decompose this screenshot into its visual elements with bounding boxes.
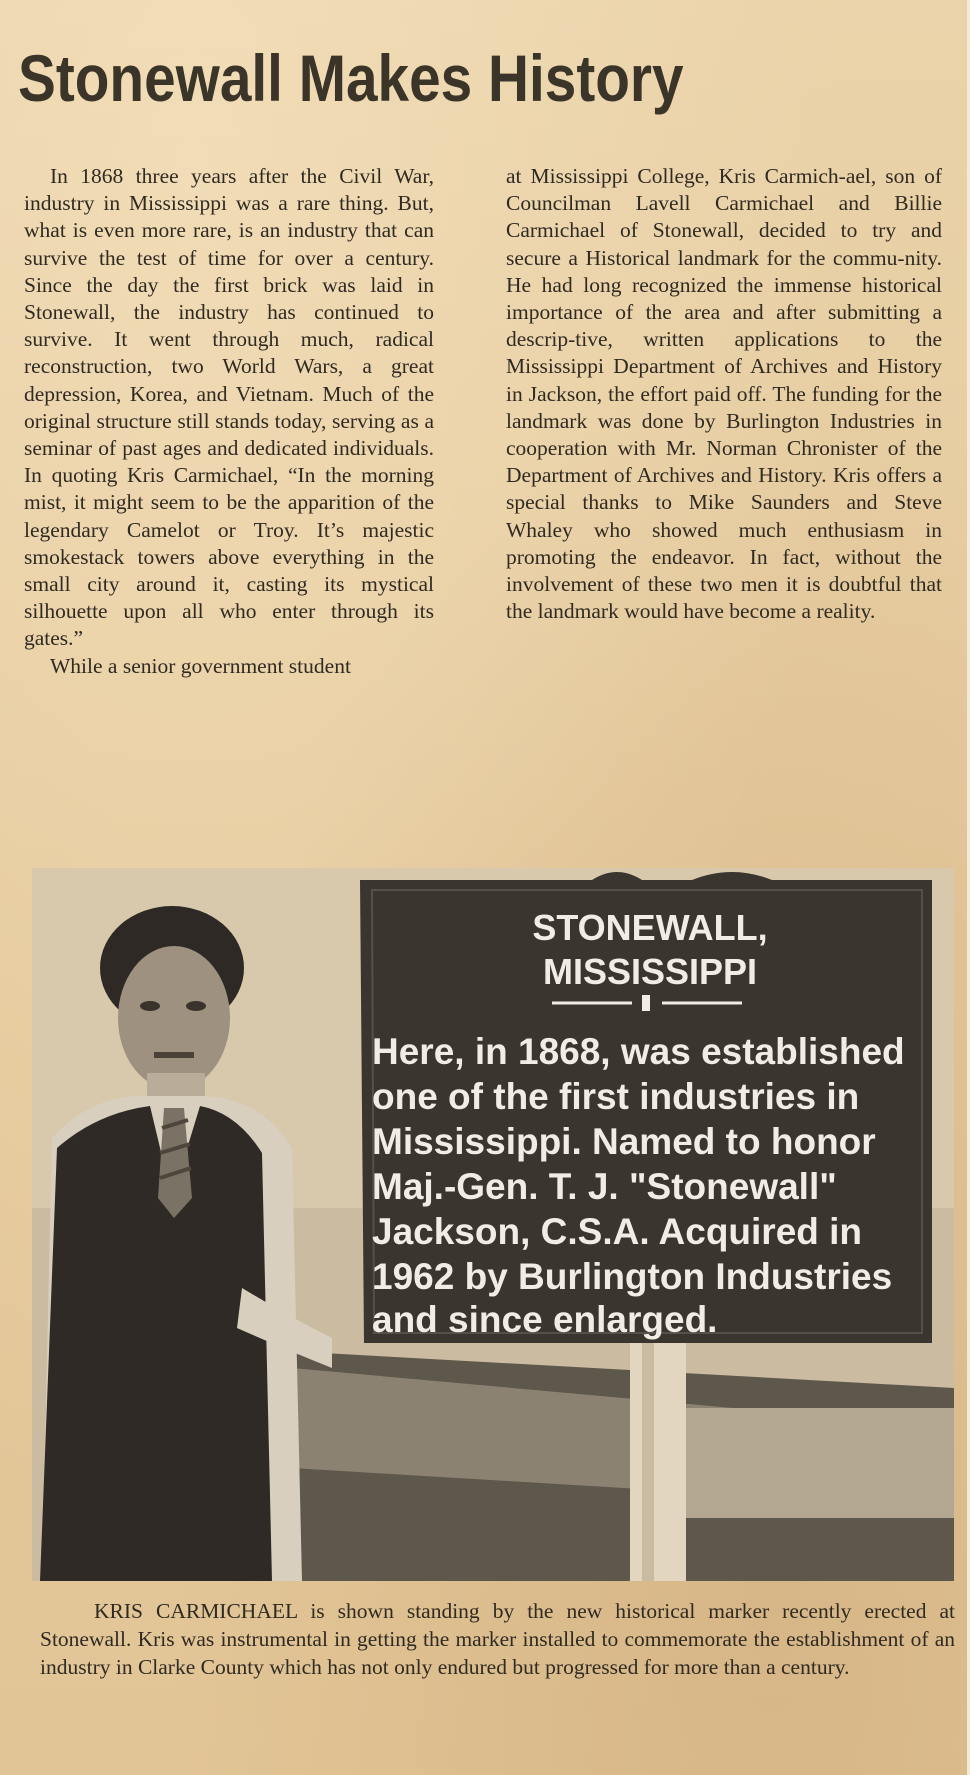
headline: Stonewall Makes History — [18, 41, 684, 115]
marker-line: Maj.-Gen. T. J. "Stonewall" — [372, 1166, 837, 1207]
photo-illustration — [32, 868, 954, 1581]
marker-subtitle: MISSISSIPPI — [542, 951, 758, 992]
marker-title: STONEWALL, — [532, 907, 768, 948]
news-photo — [32, 868, 954, 1581]
marker-line: 1962 by Burlington Industries — [372, 1256, 893, 1297]
article-paragraph: at Mississippi College, Kris Carmich-ael, son of Councilman Lavell Carmichael and Billie Carmichael of Stonewall, decided to try and secure a Historical landmark for the commu-nity. He had long recognized the immense historical importance of the area and after submitting a descrip-tive, written applications to the Mississippi Department of Archives and History in Jackson, the effort paid off. The funding for the landmark was done by Burlington Industries in cooperation with Mr. Norman Chronister of the Department of Archives and History. Kris offers a special thanks to Mike Saunders and Steve Whaley who showed much enthusiasm in promoting the endeavor. In fact, without the involvement of these two men it is doubtful that the landmark would have become a reality. — [506, 164, 942, 624]
article-column-right — [506, 163, 942, 625]
marker-line: Here, in 1868, was established — [372, 1031, 905, 1072]
marker-line: and since enlarged. — [372, 1299, 718, 1340]
article-paragraph: In 1868 three years after the Civil War, industry in Mississippi was a rare thing. But, what is even more rare, is an industry that can survive the test of time for over a century. Since the day the first brick was laid in Stonewall, the industry has continued to survive. It went through much, radical reconstruction, two World Wars, a great depression, Korea, and Vietnam. Much of the original structure still stands today, serving as a seminar of past ages and dedicated individuals. In quoting Kris Carmichael, “In the morning mist, it might seem to be the apparition of the legendary Camelot or Troy. It’s majestic smokestack towers above everything in the small city around it, casting its mystical silhouette upon all who enter through its gates.” — [24, 164, 434, 651]
article-column-left — [24, 163, 434, 680]
caption-text: KRIS CARMICHAEL is shown standing by the new historical marker recently erected at Stonewall. Kris was instrumental in getting the marker installed to commemorate the establishment of an industry in Clarke County which has not only endured but progressed for more than a century. — [40, 1599, 955, 1679]
photo-caption — [40, 1597, 955, 1681]
marker-line: Mississippi. Named to honor — [372, 1121, 876, 1162]
marker-line: one of the first industries in — [372, 1076, 860, 1117]
article-paragraph: While a senior government student — [50, 653, 351, 678]
marker-line: Jackson, C.S.A. Acquired in — [372, 1211, 863, 1252]
